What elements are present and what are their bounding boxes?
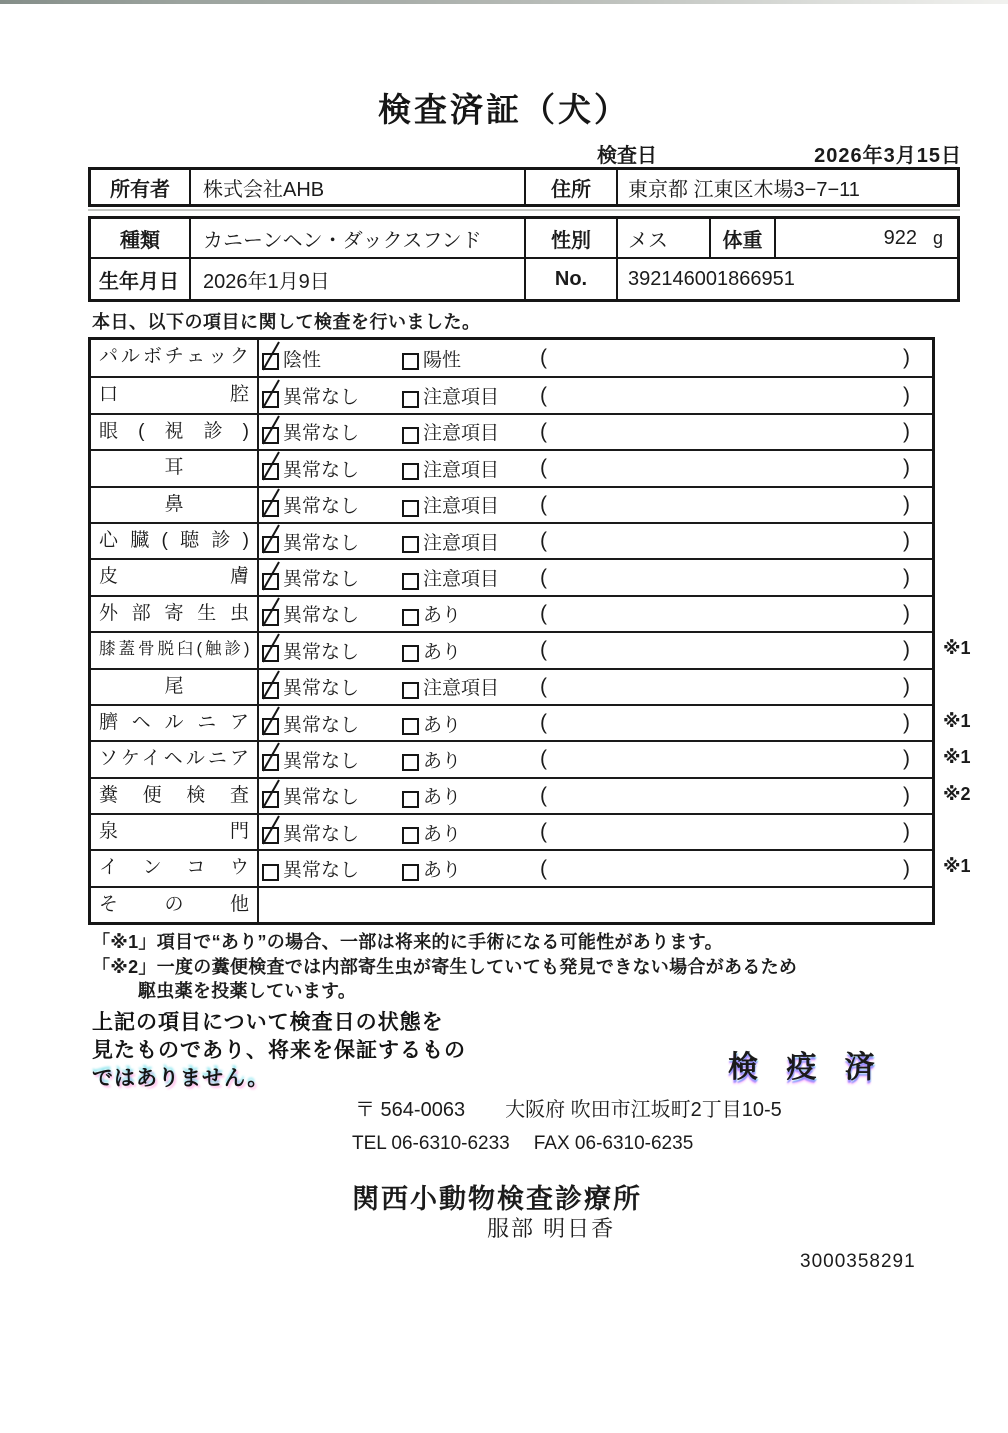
paren-close: )	[903, 383, 910, 407]
checkbox-present[interactable]	[401, 856, 421, 882]
checkbox-present[interactable]	[401, 710, 421, 736]
page-title: 検査済証（犬）	[378, 91, 630, 128]
exam-row-other	[91, 886, 932, 922]
exam-row-fontanelle	[91, 813, 932, 849]
exam-item-label: ソケイヘルニア	[91, 742, 259, 776]
exam-row-content	[259, 560, 932, 594]
exam-item-label: 心臓(聴診)	[91, 524, 259, 558]
exam-table	[88, 337, 971, 925]
owner-label: 所有者	[91, 170, 191, 204]
paren-close: )	[903, 856, 910, 880]
checkbox-normal[interactable]	[261, 565, 281, 591]
exam-item-label: その他	[91, 888, 259, 922]
exam-row-content	[259, 524, 932, 558]
checkbox-caution[interactable]	[401, 528, 421, 554]
paren-open: (	[540, 529, 547, 553]
paren-close: )	[903, 674, 910, 698]
exam-item-label: 泉門	[91, 815, 259, 849]
paren-close: )	[903, 601, 910, 625]
paren-open: (	[540, 747, 547, 771]
sex-value: メス	[618, 219, 711, 257]
paren-open: (	[540, 565, 547, 589]
exam-row-fecal	[91, 777, 971, 813]
exam-row-parvo	[91, 340, 932, 376]
number-value: 392146001866951	[628, 267, 795, 290]
exam-item-label: 皮膚	[91, 560, 259, 594]
checkbox-normal[interactable]	[261, 746, 281, 772]
inspection-date-value: 2026年3月15日	[814, 145, 962, 167]
paren-open: (	[540, 856, 547, 880]
exam-row-content	[259, 415, 932, 449]
option-label: 異常なし	[283, 714, 360, 736]
checkbox-caution[interactable]	[401, 492, 421, 518]
footnote-mark: ※1	[943, 856, 971, 877]
paren-open: (	[540, 419, 547, 443]
paren-open: (	[540, 601, 547, 625]
option-label: 注意項目	[423, 423, 500, 445]
option-label: 陰性	[283, 349, 322, 371]
option-label: 異常なし	[283, 823, 360, 845]
disclaimer-line2: 見たものであり、将来を保証するもの	[92, 1039, 466, 1062]
exam-option-2	[401, 746, 540, 773]
exam-item-label: 臍ヘルニア	[91, 706, 259, 740]
exam-item-label: 口腔	[91, 378, 259, 412]
paren-open: (	[540, 711, 547, 735]
exam-option-2	[401, 564, 540, 591]
paren-close: )	[903, 529, 910, 553]
exam-row-content	[259, 340, 932, 376]
address-value: 東京都 江東区木場3−7−11	[628, 178, 860, 201]
checkbox-negative[interactable]	[261, 345, 281, 371]
exam-row-skin	[91, 558, 932, 594]
exam-row-umbilical-hernia	[91, 704, 971, 740]
clinic-tel: TEL 06-6310-6233	[352, 1133, 510, 1154]
checkbox-normal[interactable]	[261, 674, 281, 700]
document-number: 3000358291	[800, 1251, 916, 1272]
exam-row-content	[259, 779, 932, 813]
checkbox-normal[interactable]	[261, 819, 281, 845]
checkbox-present[interactable]	[401, 637, 421, 663]
footnote-2-line2: 駆虫薬を投薬しています。	[138, 981, 357, 1001]
exam-option-2	[401, 819, 540, 846]
checkbox-present[interactable]	[401, 783, 421, 809]
exam-row-inguinal-hernia	[91, 740, 971, 776]
checkbox-present[interactable]	[401, 601, 421, 627]
exam-option-2	[401, 345, 540, 372]
option-label: あり	[423, 787, 462, 809]
owner-value: 株式会社AHB	[191, 170, 526, 204]
exam-item-label: インコウ	[91, 851, 259, 885]
clinic-name: 関西小動物検査診療所	[352, 1184, 642, 1214]
checkbox-caution[interactable]	[401, 565, 421, 591]
option-label: あり	[423, 823, 462, 845]
option-label: 異常なし	[283, 496, 360, 518]
clinic-postal-code: 〒 564-0063	[355, 1099, 466, 1121]
exam-item-label: 外部寄生虫	[91, 597, 259, 631]
paren-open: (	[540, 346, 547, 370]
clinic-address: 大阪府 吹田市江坂町2丁目10-5	[505, 1099, 782, 1121]
option-label: 異常なし	[283, 641, 360, 663]
exam-option-1	[261, 491, 401, 518]
footnote-mark: ※1	[943, 747, 971, 768]
option-label: 注意項目	[423, 678, 500, 700]
scan-artifact-line	[0, 0, 1008, 4]
exam-option-2	[401, 637, 540, 664]
birth-row	[91, 259, 957, 299]
exam-option-1	[261, 855, 401, 882]
option-label: 注意項目	[423, 387, 500, 409]
checkbox-normal[interactable]	[261, 419, 281, 445]
footnote-mark: ※2	[943, 783, 971, 804]
exam-row-content	[259, 851, 932, 885]
exam-option-2	[401, 710, 540, 737]
exam-item-label: 糞便検査	[91, 779, 259, 813]
option-label: 注意項目	[423, 459, 500, 481]
exam-row-content	[259, 815, 932, 849]
exam-row-content	[259, 670, 932, 704]
option-label: 異常なし	[283, 423, 360, 445]
exam-row-patella	[91, 631, 971, 667]
footnote-2-line1: 「※2」一度の糞便検査では内部寄生虫が寄生していても発見できない場合があるため	[92, 957, 798, 977]
exam-item-label: 尾	[91, 670, 259, 704]
option-label: 異常なし	[283, 532, 360, 554]
checkbox-caution[interactable]	[401, 455, 421, 481]
option-label: 異常なし	[283, 569, 360, 591]
paren-close: )	[903, 747, 910, 771]
exam-option-2	[401, 782, 540, 809]
checkbox-normal[interactable]	[261, 601, 281, 627]
exam-option-1	[261, 600, 401, 627]
quarantine-stamp: 検 疫 済	[728, 1051, 885, 1084]
exam-row-content	[259, 633, 932, 667]
checkbox-normal[interactable]	[261, 492, 281, 518]
exam-option-1	[261, 746, 401, 773]
exam-row-mouth	[91, 376, 932, 412]
exam-option-2	[401, 528, 540, 555]
exam-option-2	[401, 600, 540, 627]
exam-option-1	[261, 673, 401, 700]
exam-row-content	[259, 597, 932, 631]
exam-option-1	[261, 455, 401, 482]
option-label: 注意項目	[423, 532, 500, 554]
paren-open: (	[540, 783, 547, 807]
intro-text: 本日、以下の項目に関して検査を行いました。	[92, 312, 481, 332]
exam-option-1	[261, 710, 401, 737]
exam-row-parasites	[91, 595, 932, 631]
exam-item-label: 眼(視診)	[91, 415, 259, 449]
owner-table	[88, 167, 960, 207]
option-label: あり	[423, 714, 462, 736]
checkbox-normal[interactable]	[261, 710, 281, 736]
option-label: 異常なし	[283, 860, 360, 882]
footnote-1: 「※1」項目で“あり”の場合、一部は将来的に手術になる可能性があります。	[92, 932, 723, 952]
checkbox-caution[interactable]	[401, 674, 421, 700]
paren-close: )	[903, 565, 910, 589]
paren-open: (	[540, 638, 547, 662]
checkbox-caution[interactable]	[401, 419, 421, 445]
birthdate-label: 生年月日	[91, 259, 191, 299]
paren-close: )	[903, 820, 910, 844]
footnote-mark: ※1	[943, 710, 971, 731]
exam-option-2	[401, 491, 540, 518]
option-label: 注意項目	[423, 496, 500, 518]
paren-open: (	[540, 456, 547, 480]
checkbox-caution[interactable]	[401, 383, 421, 409]
checkbox-positive[interactable]	[401, 345, 421, 371]
option-label: 異常なし	[283, 387, 360, 409]
paren-close: )	[903, 711, 910, 735]
paren-close: )	[903, 783, 910, 807]
option-label: あり	[423, 605, 462, 627]
checkbox-normal[interactable]	[261, 856, 281, 882]
exam-row-nose	[91, 486, 932, 522]
breed-value: カニーンヘン・ダックスフンド	[191, 219, 526, 257]
veterinarian-name: 服部 明日香	[487, 1216, 616, 1241]
exam-row-content	[259, 888, 932, 922]
option-label: 異常なし	[283, 459, 360, 481]
option-label: 異常なし	[283, 787, 360, 809]
breed-row	[91, 219, 957, 259]
checkbox-normal[interactable]	[261, 383, 281, 409]
exam-row-tail	[91, 668, 932, 704]
paren-close: )	[903, 492, 910, 516]
paren-open: (	[540, 492, 547, 516]
checkbox-present[interactable]	[401, 819, 421, 845]
exam-option-1	[261, 564, 401, 591]
breed-label: 種類	[91, 219, 191, 257]
exam-item-label: 鼻	[91, 488, 259, 522]
exam-row-inkou	[91, 849, 971, 885]
inspection-date-label: 検査日	[597, 145, 657, 167]
weight-label: 体重	[711, 219, 776, 257]
option-label: あり	[423, 641, 462, 663]
scan-ghost-line	[88, 209, 960, 211]
disclaimer-line1: 上記の項目について検査日の状態を	[92, 1011, 444, 1034]
exam-option-2	[401, 855, 540, 882]
exam-option-2	[401, 418, 540, 445]
checkbox-normal[interactable]	[261, 455, 281, 481]
exam-option-2	[401, 382, 540, 409]
sex-label: 性別	[526, 219, 618, 257]
paren-open: (	[540, 674, 547, 698]
exam-row-content	[259, 488, 932, 522]
checkbox-present[interactable]	[401, 746, 421, 772]
exam-option-1	[261, 637, 401, 664]
option-label: 注意項目	[423, 569, 500, 591]
exam-option-2	[401, 455, 540, 482]
exam-row-content	[259, 378, 932, 412]
exam-option-1	[261, 382, 401, 409]
clinic-postal-line	[355, 1093, 782, 1122]
exam-option-2	[401, 673, 540, 700]
option-label: 異常なし	[283, 605, 360, 627]
exam-item-label: 膝蓋骨脱臼(触診)	[91, 633, 259, 667]
exam-option-1	[261, 528, 401, 555]
exam-row-content	[259, 742, 932, 776]
address-label: 住所	[526, 170, 618, 204]
exam-option-1	[261, 418, 401, 445]
exam-row-ears	[91, 449, 932, 485]
checkbox-normal[interactable]	[261, 783, 281, 809]
paren-close: )	[903, 419, 910, 443]
exam-row-heart	[91, 522, 932, 558]
exam-option-1	[261, 782, 401, 809]
exam-item-label: 耳	[91, 451, 259, 485]
option-label: 異常なし	[283, 750, 360, 772]
number-label: No.	[526, 259, 618, 299]
animal-table	[88, 216, 960, 302]
option-label: あり	[423, 750, 462, 772]
weight-value: 922	[883, 226, 917, 249]
weight-unit: g	[932, 227, 943, 248]
paren-close: )	[903, 456, 910, 480]
exam-row-content	[259, 451, 932, 485]
exam-item-label: パルボチェック	[91, 340, 259, 376]
paren-close: )	[903, 638, 910, 662]
weight-cell	[776, 219, 957, 257]
disclaimer-line3: ではありません。	[92, 1067, 270, 1090]
paren-open: (	[540, 820, 547, 844]
owner-row	[91, 170, 957, 204]
option-label: 異常なし	[283, 678, 360, 700]
paren-close: )	[903, 346, 910, 370]
checkbox-normal[interactable]	[261, 637, 281, 663]
clinic-tel-line	[352, 1133, 693, 1155]
option-label: あり	[423, 860, 462, 882]
exam-row-content	[259, 706, 932, 740]
birthdate-value: 2026年1月9日	[191, 259, 526, 299]
exam-row-eyes	[91, 413, 932, 449]
footnote-mark: ※1	[943, 638, 971, 659]
exam-option-1	[261, 345, 401, 372]
checkbox-normal[interactable]	[261, 528, 281, 554]
clinic-fax: FAX 06-6310-6235	[533, 1133, 694, 1154]
exam-option-1	[261, 819, 401, 846]
paren-open: (	[540, 383, 547, 407]
option-label: 陽性	[423, 349, 462, 371]
